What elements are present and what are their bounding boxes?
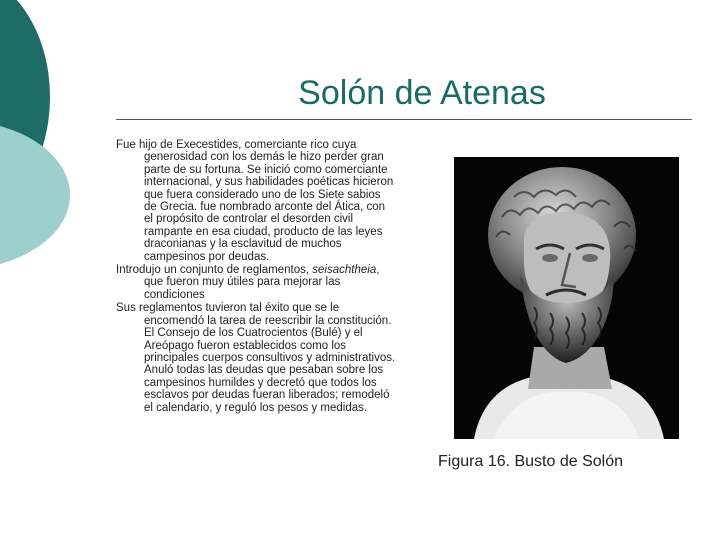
figure-caption: Figura 16. Busto de Solón <box>438 453 624 470</box>
paragraph-reforms-start: Introdujo un conjunto de reglamentos, <box>116 264 313 277</box>
paragraph-reforms <box>116 264 396 301</box>
solon-bust-image <box>454 157 679 439</box>
title-divider <box>116 119 692 120</box>
paragraph-constitution: Sus reglamentos tuvieron tal éxito que se le encomendó la tarea de reescribir la constitución. El Consejo de los Cuatrocientos (Bulé) y el Areópago fueron establecidos como los principales cuerpos consultivos y administrativos. Anuló todas las deudas que pesaban sobre los campesinos humildes y decretó que todos los esclavos por deudas fueran liberados; remodeló el calendario, y reguló los pesos y medidas. <box>116 302 396 414</box>
decorative-circle-light <box>0 120 70 270</box>
slide-title: Solón de Atenas <box>298 74 546 112</box>
paragraph-reforms-end: , que fueron muy útiles para mejorar las condiciones <box>144 264 380 301</box>
paragraph-biography: Fue hijo de Execestides, comerciante rico cuya generosidad con los demás le hizo perder gran parte de su fortuna. Se inició como comerciante internacional, y sus habilidades poéticas hicieron que fuera considerado uno de los Siete sabios de Grecia. fue nombrado arconte del Ática, con el propósito de controlar el desorden civil rampante en esa ciudad, producto de las leyes draconianas y la esclavitud de muchos campesinos por deudas. <box>116 139 394 263</box>
slide-body <box>116 139 396 415</box>
seisachtheia-term: seisachtheia <box>312 264 377 277</box>
